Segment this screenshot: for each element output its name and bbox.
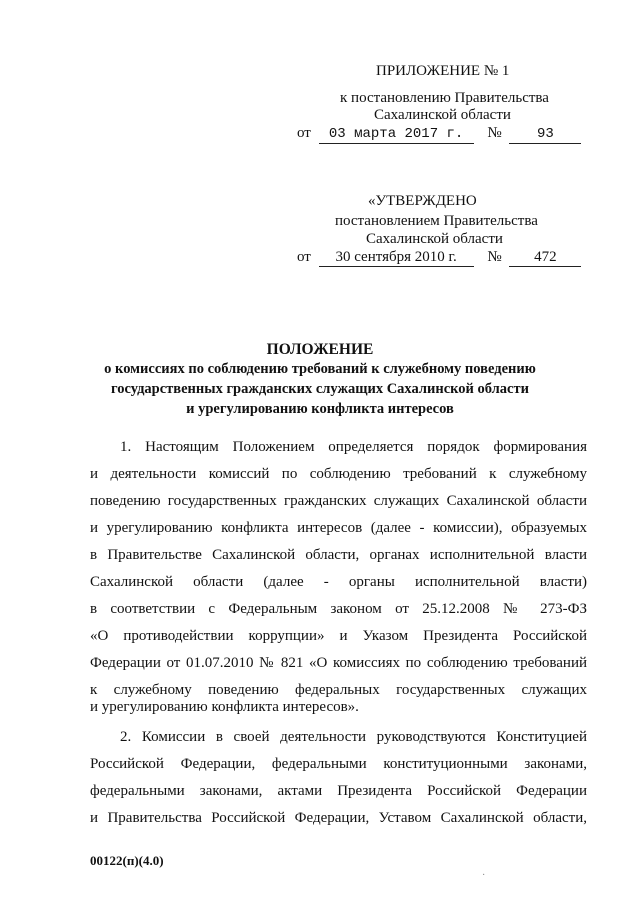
para1-line: поведению государственных гражданских служащих Сахалинской области: [90, 493, 587, 509]
para1-line: к служебному поведению федеральных государственных служащих: [90, 682, 587, 698]
para1-line: и деятельности комиссий по соблюдению требований к служебному: [90, 466, 587, 482]
appendix-from-label: от: [297, 125, 311, 141]
para2-line: 2. Комиссии в своей деятельности руководствуются Конституцией: [120, 729, 587, 745]
para1-line: в соответствии с Федеральным законом от 25.12.2008 № 273-ФЗ: [90, 601, 587, 617]
approved-date-row: [297, 248, 581, 267]
para1-line: Сахалинской области (далее - органы исполнительной власти): [90, 574, 587, 590]
para1-line: и урегулированию конфликта интересов (далее - комиссии), образуемых: [90, 520, 587, 536]
approved-date: 30 сентября 2010 г.: [319, 248, 474, 267]
para2-line: и Правительства Российской Федерации, Уставом Сахалинской области,: [90, 810, 587, 826]
appendix-title: ПРИЛОЖЕНИЕ № 1: [376, 63, 510, 79]
appendix-line-1: к постановлению Правительства: [340, 90, 549, 106]
doc-title-line-2: государственных гражданских служащих Сахалинской области: [111, 381, 529, 397]
para2-line: федеральными законами, актами Президента Российской Федерации: [90, 783, 587, 799]
para1-line: в Правительстве Сахалинской области, органах исполнительной власти: [90, 547, 587, 563]
para1-line: Федерации от 01.07.2010 № 821 «О комиссиях по соблюдению требований: [90, 655, 587, 671]
approved-line-1: постановлением Правительства: [335, 213, 538, 229]
appendix-number: 93: [509, 125, 581, 144]
approved-number: 472: [509, 248, 581, 267]
appendix-date: 03 марта 2017 г.: [319, 125, 474, 144]
approved-number-label: №: [487, 249, 502, 265]
para1-line: и урегулированию конфликта интересов».: [90, 699, 359, 715]
para2-line: Российской Федерации, федеральными конституционными законами,: [90, 756, 587, 772]
scan-mark: ·: [482, 870, 486, 881]
document-code: 00122(п)(4.0): [90, 853, 164, 868]
para1-line: «О противодействии коррупции» и Указом Президента Российской: [90, 628, 587, 644]
approved-from-label: от: [297, 249, 311, 265]
para1-line: 1. Настоящим Положением определяется порядок формирования: [120, 439, 587, 455]
appendix-date-row: [297, 124, 581, 144]
doc-title-line-1: о комиссиях по соблюдению требований к служебному поведению: [104, 361, 536, 377]
approved-title: «УТВЕРЖДЕНО: [368, 193, 477, 209]
approved-line-2: Сахалинской области: [366, 231, 503, 247]
doc-title-line-3: и урегулированию конфликта интересов: [186, 401, 454, 417]
doc-heading: ПОЛОЖЕНИЕ: [266, 341, 374, 358]
appendix-number-label: №: [487, 125, 502, 141]
appendix-line-2: Сахалинской области: [374, 107, 511, 123]
